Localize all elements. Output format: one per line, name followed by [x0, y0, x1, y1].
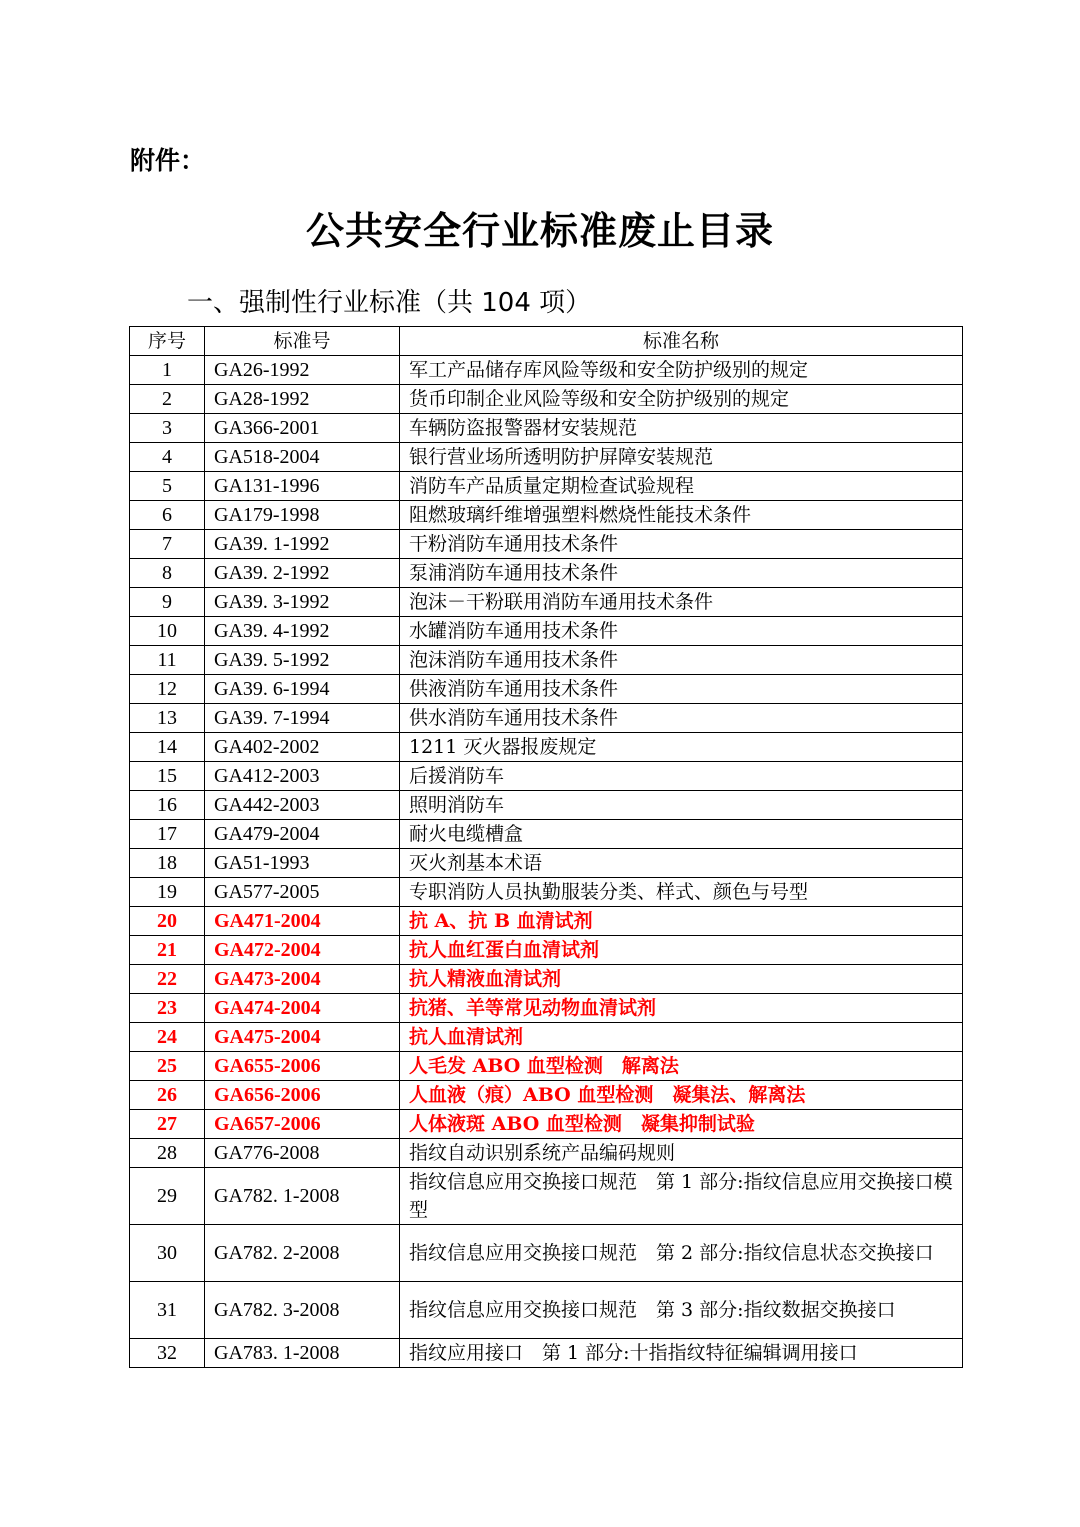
row-name: 银行营业场所透明防护屏障安装规范	[400, 443, 963, 472]
row-name: 人体液斑 ABO 血型检测 凝集抑制试验	[400, 1110, 963, 1139]
row-name: 耐火电缆槽盒	[400, 820, 963, 849]
table-row	[130, 1110, 963, 1139]
table-row	[130, 965, 963, 994]
header-code: 标准号	[205, 327, 400, 356]
row-code: GA412-2003	[205, 762, 400, 791]
row-number: 21	[130, 936, 205, 965]
table-row	[130, 1168, 963, 1225]
row-code: GA26-1992	[205, 356, 400, 385]
row-number: 2	[130, 385, 205, 414]
table-row	[130, 443, 963, 472]
row-name: 照明消防车	[400, 791, 963, 820]
row-code: GA782. 2-2008	[205, 1225, 400, 1282]
row-code: GA39. 3-1992	[205, 588, 400, 617]
row-name: 人毛发 ABO 血型检测 解离法	[400, 1052, 963, 1081]
table-row	[130, 385, 963, 414]
row-name: 水罐消防车通用技术条件	[400, 617, 963, 646]
row-name: 车辆防盗报警器材安装规范	[400, 414, 963, 443]
table-row	[130, 356, 963, 385]
row-name: 抗猪、羊等常见动物血清试剂	[400, 994, 963, 1023]
row-number: 15	[130, 762, 205, 791]
row-code: GA179-1998	[205, 501, 400, 530]
table-row	[130, 501, 963, 530]
row-name: 供水消防车通用技术条件	[400, 704, 963, 733]
row-code: GA39. 4-1992	[205, 617, 400, 646]
row-number: 29	[130, 1168, 205, 1225]
row-number: 27	[130, 1110, 205, 1139]
table-row	[130, 1339, 963, 1368]
table-row	[130, 907, 963, 936]
document-title: 公共安全行业标准废止目录	[305, 208, 774, 253]
row-name: 指纹信息应用交换接口规范 第 3 部分:指纹数据交换接口	[400, 1282, 963, 1339]
table-row	[130, 559, 963, 588]
row-name: 指纹信息应用交换接口规范 第 1 部分:指纹信息应用交换接口模型	[400, 1168, 963, 1225]
row-name: 军工产品储存库风险等级和安全防护级别的规定	[400, 356, 963, 385]
table-row	[130, 472, 963, 501]
row-name: 供液消防车通用技术条件	[400, 675, 963, 704]
row-code: GA657-2006	[205, 1110, 400, 1139]
row-number: 20	[130, 907, 205, 936]
row-name: 干粉消防车通用技术条件	[400, 530, 963, 559]
row-code: GA474-2004	[205, 994, 400, 1023]
row-code: GA39. 1-1992	[205, 530, 400, 559]
table-row	[130, 617, 963, 646]
row-code: GA783. 1-2008	[205, 1339, 400, 1368]
row-number: 8	[130, 559, 205, 588]
row-number: 30	[130, 1225, 205, 1282]
attachment-label: 附件：	[130, 146, 206, 175]
row-code: GA39. 7-1994	[205, 704, 400, 733]
row-code: GA39. 5-1992	[205, 646, 400, 675]
table-row	[130, 791, 963, 820]
row-name: 抗人精液血清试剂	[400, 965, 963, 994]
row-code: GA479-2004	[205, 820, 400, 849]
table-row	[130, 994, 963, 1023]
row-code: GA776-2008	[205, 1139, 400, 1168]
row-code: GA39. 2-1992	[205, 559, 400, 588]
table-header-row	[130, 327, 963, 356]
row-number: 32	[130, 1339, 205, 1368]
row-name: 抗人血红蛋白血清试剂	[400, 936, 963, 965]
row-code: GA131-1996	[205, 472, 400, 501]
row-code: GA402-2002	[205, 733, 400, 762]
row-code: GA366-2001	[205, 414, 400, 443]
table-row	[130, 646, 963, 675]
section-title: 一、强制性行业标准（共 104 项）	[187, 288, 592, 318]
row-name: 阻燃玻璃纤维增强塑料燃烧性能技术条件	[400, 501, 963, 530]
row-name: 泡沫消防车通用技术条件	[400, 646, 963, 675]
row-code: GA782. 3-2008	[205, 1282, 400, 1339]
row-name: 抗人血清试剂	[400, 1023, 963, 1052]
table-row	[130, 675, 963, 704]
row-number: 5	[130, 472, 205, 501]
row-code: GA472-2004	[205, 936, 400, 965]
table-row	[130, 820, 963, 849]
row-name: 灭火剂基本术语	[400, 849, 963, 878]
row-code: GA577-2005	[205, 878, 400, 907]
row-code: GA442-2003	[205, 791, 400, 820]
row-number: 10	[130, 617, 205, 646]
table-row	[130, 530, 963, 559]
row-name: 抗 A、抗 B 血清试剂	[400, 907, 963, 936]
row-number: 3	[130, 414, 205, 443]
row-number: 7	[130, 530, 205, 559]
row-code: GA475-2004	[205, 1023, 400, 1052]
row-number: 6	[130, 501, 205, 530]
row-name: 人血液（痕）ABO 血型检测 凝集法、解离法	[400, 1081, 963, 1110]
row-number: 31	[130, 1282, 205, 1339]
table-row	[130, 936, 963, 965]
table-row	[130, 849, 963, 878]
row-number: 23	[130, 994, 205, 1023]
row-name: 货币印制企业风险等级和安全防护级别的规定	[400, 385, 963, 414]
row-name: 泡沫－干粉联用消防车通用技术条件	[400, 588, 963, 617]
table-row	[130, 1282, 963, 1339]
table-row	[130, 1139, 963, 1168]
row-number: 26	[130, 1081, 205, 1110]
row-code: GA518-2004	[205, 443, 400, 472]
row-number: 19	[130, 878, 205, 907]
table-row	[130, 1081, 963, 1110]
row-number: 18	[130, 849, 205, 878]
row-code: GA782. 1-2008	[205, 1168, 400, 1225]
row-code: GA51-1993	[205, 849, 400, 878]
row-code: GA655-2006	[205, 1052, 400, 1081]
row-number: 12	[130, 675, 205, 704]
row-number: 25	[130, 1052, 205, 1081]
table-row	[130, 414, 963, 443]
table-row	[130, 762, 963, 791]
row-code: GA471-2004	[205, 907, 400, 936]
row-name: 泵浦消防车通用技术条件	[400, 559, 963, 588]
row-number: 24	[130, 1023, 205, 1052]
row-number: 16	[130, 791, 205, 820]
row-name: 指纹信息应用交换接口规范 第 2 部分:指纹信息状态交换接口	[400, 1225, 963, 1282]
row-name: 1211 灭火器报废规定	[400, 733, 963, 762]
row-number: 22	[130, 965, 205, 994]
row-number: 4	[130, 443, 205, 472]
standards-table	[129, 326, 963, 1368]
row-number: 11	[130, 646, 205, 675]
row-number: 1	[130, 356, 205, 385]
row-number: 17	[130, 820, 205, 849]
header-no: 序号	[130, 327, 205, 356]
table-row	[130, 588, 963, 617]
table-row	[130, 1052, 963, 1081]
row-name: 指纹自动识别系统产品编码规则	[400, 1139, 963, 1168]
table-row	[130, 878, 963, 907]
row-name: 消防车产品质量定期检查试验规程	[400, 472, 963, 501]
row-number: 9	[130, 588, 205, 617]
table-row	[130, 733, 963, 762]
row-number: 13	[130, 704, 205, 733]
table-row	[130, 704, 963, 733]
row-code: GA473-2004	[205, 965, 400, 994]
row-name: 专职消防人员执勤服装分类、样式、颜色与号型	[400, 878, 963, 907]
row-code: GA656-2006	[205, 1081, 400, 1110]
row-number: 28	[130, 1139, 205, 1168]
row-name: 指纹应用接口 第 1 部分:十指指纹特征编辑调用接口	[400, 1339, 963, 1368]
row-code: GA28-1992	[205, 385, 400, 414]
row-name: 后援消防车	[400, 762, 963, 791]
header-name: 标准名称	[400, 327, 963, 356]
row-number: 14	[130, 733, 205, 762]
row-code: GA39. 6-1994	[205, 675, 400, 704]
table-row	[130, 1023, 963, 1052]
table-row	[130, 1225, 963, 1282]
